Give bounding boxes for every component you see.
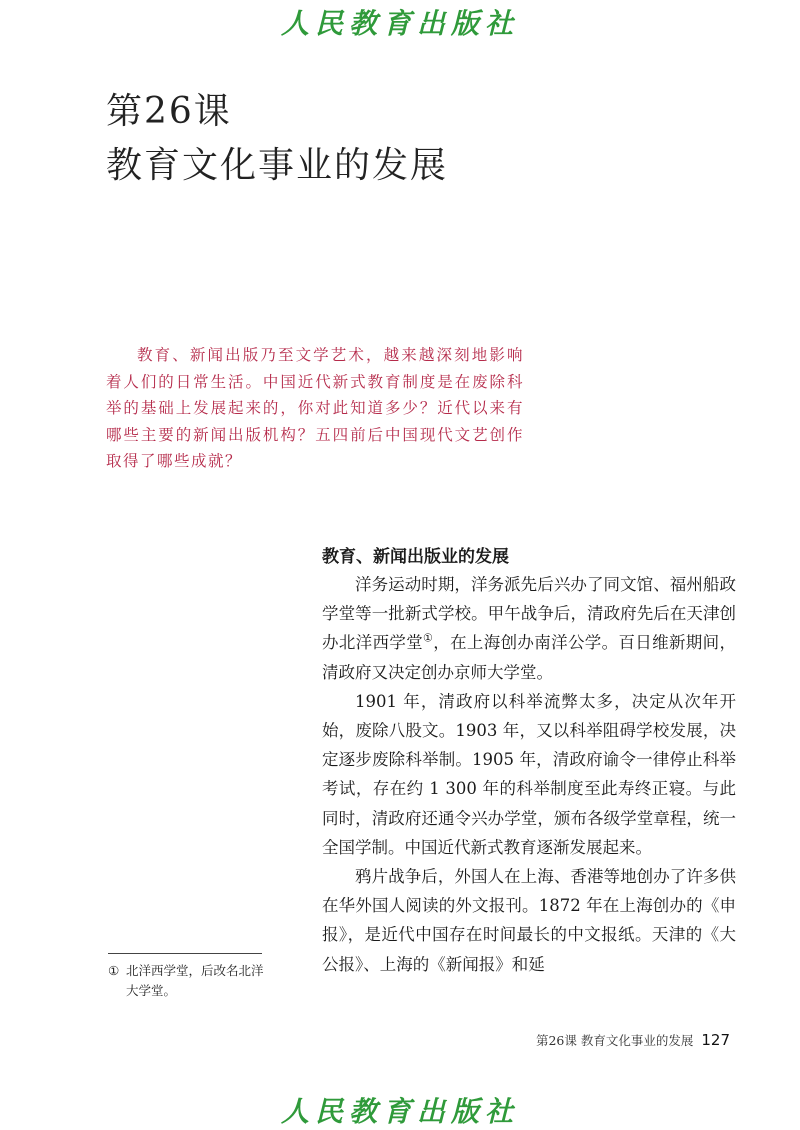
lesson-intro: 教育、新闻出版乃至文学艺术，越来越深刻地影响着人们的日常生活。中国近代新式教育制度是在废除科举的基础上发展起来的，你对此知道多少？近代以来有哪些主要的新闻出版机构？五四前后中国现代文艺创作取得了哪些成就？ — [106, 346, 524, 470]
paragraph-1-text-b: ，在上海创办南洋公学。百日维新期间，清政府又决定创办京师大学堂。 — [322, 633, 736, 682]
footnote-reference[interactable]: ① — [423, 631, 434, 645]
running-title: 第26课 教育文化事业的发展 — [535, 1033, 694, 1048]
footnote-marker: ① — [108, 963, 120, 978]
publisher-logo-top: 人民教育出版社 — [280, 7, 519, 40]
lesson-number: 第26课 — [106, 91, 232, 132]
footnote-text: 北洋西学堂，后改名北洋大学堂。 — [126, 963, 264, 998]
lesson-name: 教育文化事业的发展 — [106, 145, 449, 186]
section-body — [322, 570, 736, 979]
lesson-title — [106, 85, 448, 193]
paragraph-3: 鸦片战争后，外国人在上海、香港等地创办了许多供在华外国人阅读的外文报刊。1872 年在上海创办的《申报》，是近代中国存在时间最长的中文报纸。天津的《大公报》、上海的《新闻报》和延 — [322, 867, 736, 974]
footnote-divider — [108, 953, 262, 954]
paragraph-1 — [322, 570, 736, 687]
paragraph-1-text-a: 洋务运动时期，洋务派先后兴办了同文馆、福州船政学堂等一批新式学校。甲午战争后，清政府先后在天津创办北洋西学堂 — [322, 575, 736, 653]
running-footer — [536, 1031, 730, 1049]
publisher-logo-bottom: 人民教育出版社 — [280, 1095, 519, 1128]
footnote — [108, 961, 278, 1001]
paragraph-2: 1901 年，清政府以科举流弊太多，决定从次年开始，废除八股文。1903 年，又以科举阻碍学校发展，决定逐步废除科举制。1905 年，清政府谕令一律停止科举考试，存在约 1 300 年的科举制度至此寿终正寝。与此同时，清政府还通令兴办学堂，颁布各级学堂章程，统一全国学制。中国近代新式教育逐渐发展起来。 — [322, 691, 736, 857]
page-number: 127 — [701, 1031, 730, 1049]
section-heading: 教育、新闻出版业的发展 — [322, 547, 509, 567]
